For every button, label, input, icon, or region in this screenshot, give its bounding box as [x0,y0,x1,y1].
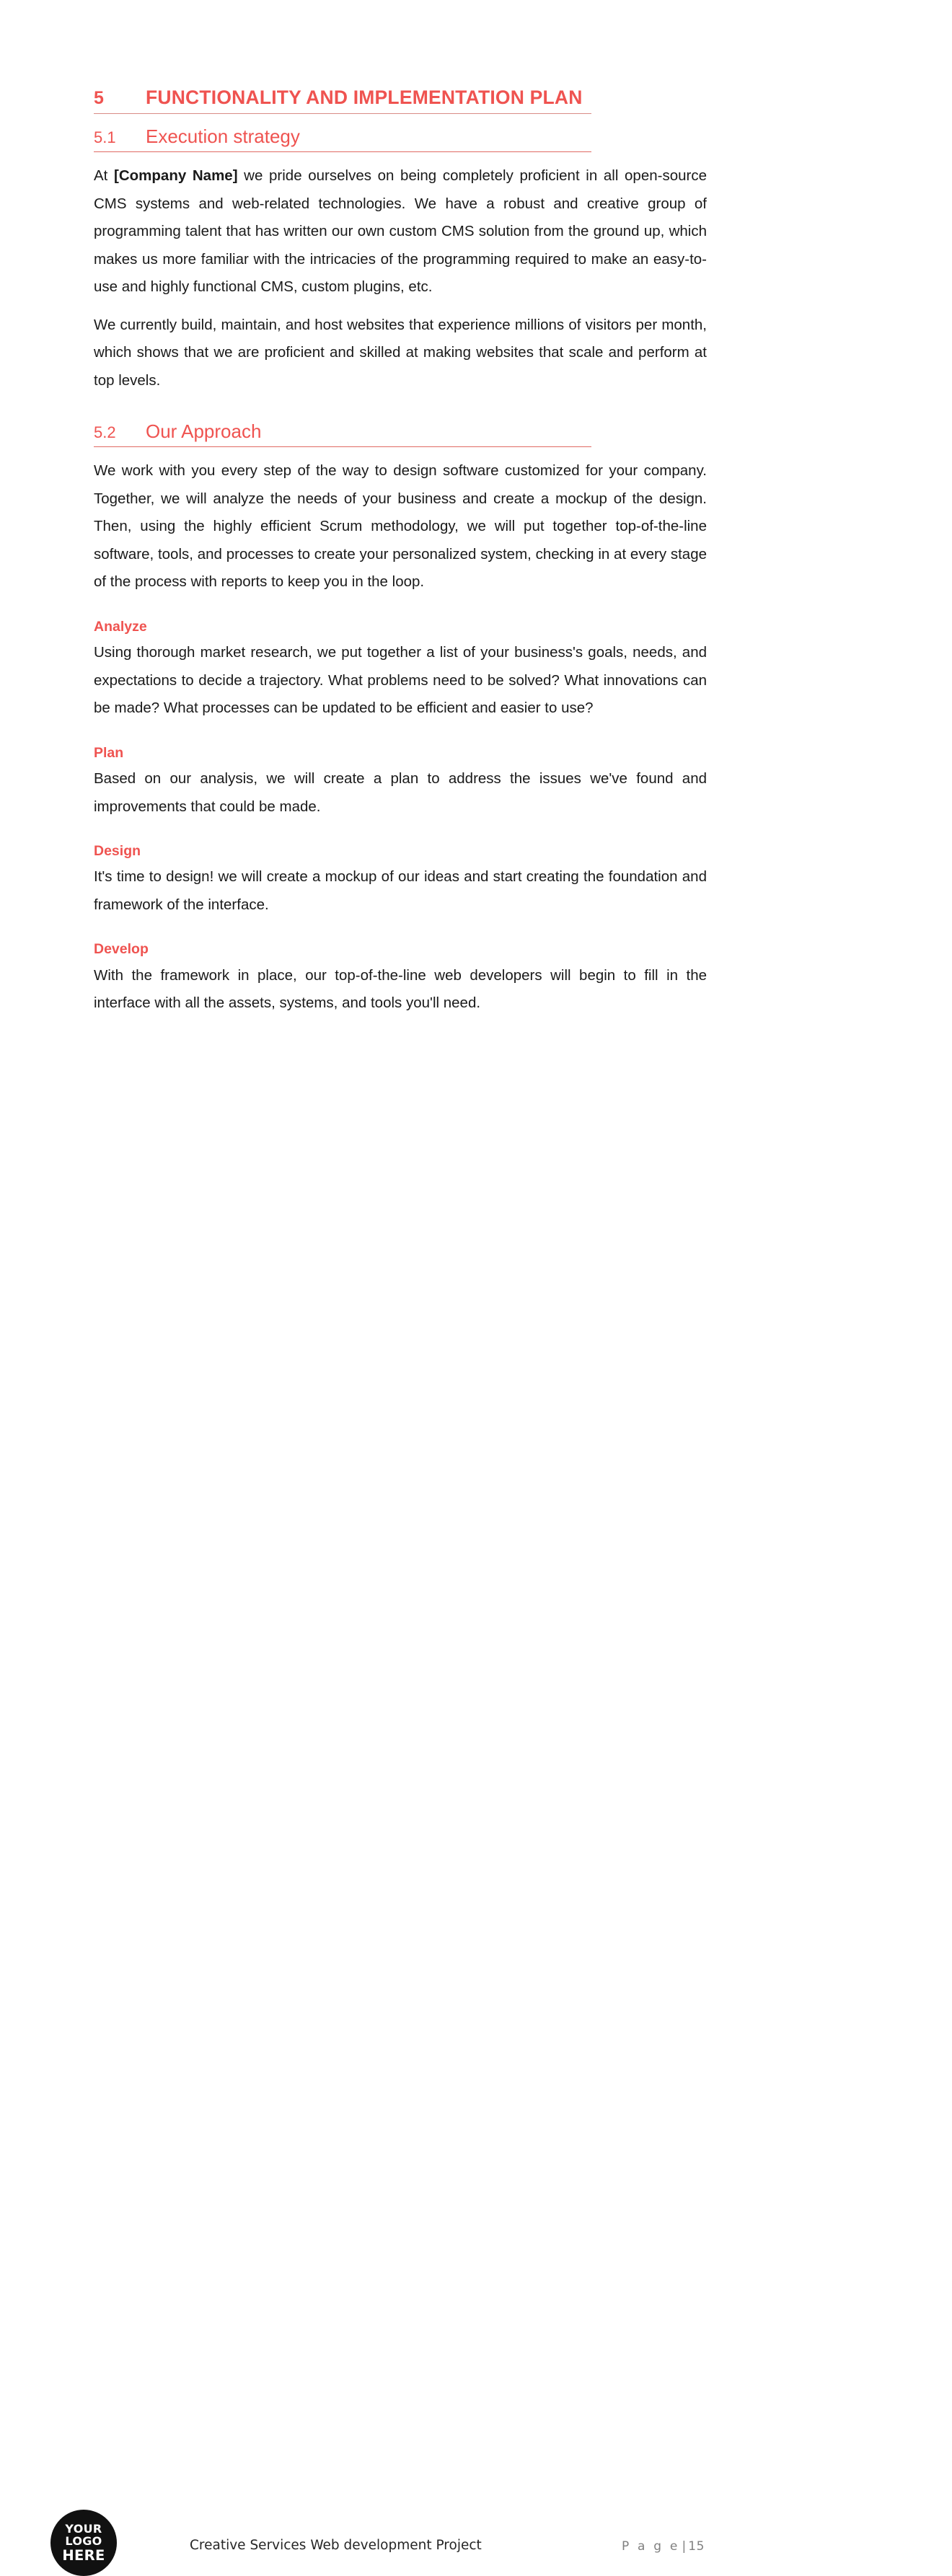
step-heading-design: Design [94,843,141,860]
step-body-design: It's time to design! we will create a mockup of our ideas and start creating the foundation and framework of the interface. [94,868,707,913]
subsection-number-5-1: 5.1 [94,128,116,146]
logo-line-3: HERE [62,2546,105,2564]
paragraph-rest: we pride ourselves on being completely proficient in all open-source CMS systems and web-related technologies. We have a robust and creative group of programming talent that has written our own custom CMS solution from the ground up, which makes us more familiar with the intricacies of the programming required to make an easy-to-use and highly functional CMS, custom plugins, etc. [94,167,707,296]
company-name-placeholder: [Company Name] [114,167,238,184]
section-number: 5 [94,88,105,108]
spacer [94,405,707,420]
subsection-heading-5-1 [94,125,591,152]
logo-line-1: YOUR [65,2522,102,2536]
page-number-value: 15 [688,2539,705,2554]
subsection-title-5-2: Our Approach [146,420,262,443]
step-body-analyze: Using thorough market research, we put together a list of your business's goals, needs, and expectations to decide a trajectory. What problems need to be solved? What innovations can be made? What processes can be updated to be efficient and easier to use? [94,644,707,717]
logo-line-2: LOGO [65,2534,102,2549]
page-label: P a g e [622,2539,680,2554]
page-separator: | [682,2539,687,2554]
step-heading-plan: Plan [94,744,124,761]
spacer [94,606,707,617]
footer-page-number [622,2539,705,2554]
subsection-heading-5-2 [94,420,591,447]
footer-document-title: Creative Services Web development Project [190,2538,482,2553]
step-heading-develop: Develop [94,941,149,958]
section-title: FUNCTIONALITY AND IMPLEMENTATION PLAN [146,87,583,108]
paragraph-lead: At [94,167,115,184]
page-content [94,87,707,1018]
step-heading-analyze: Analyze [94,618,147,635]
step-body-develop: With the framework in place, our top-of-the-line web developers will begin to fill in the interface with all the assets, systems, and tools you'll need. [94,966,707,1012]
paragraph-execution-2: We currently build, maintain, and host websites that experience millions of visitors per month, which shows that we are proficient and skilled at making websites that scale and perform at top levels. [94,316,707,389]
subsection-number-5-2: 5.2 [94,423,116,442]
spacer [94,831,707,841]
section-heading-5 [94,87,591,114]
paragraph-approach-intro: We work with you every step of the way to design software customized for your company. Together, we will analyze the needs of your business and create a mockup of the design. Then, using the highly efficient Scrum methodology, we will put together top-of-the-line software, tools, and processes to create your personalized system, checking in at every stage of the process with reports to keep you in the loop. [94,462,707,591]
logo-placeholder [50,2510,117,2576]
spacer [94,929,707,939]
step-body-plan: Based on our analysis, we will create a plan to address the issues we've found and improvements that could be made. [94,770,707,815]
subsection-title-5-1: Execution strategy [146,125,300,147]
page-footer [0,1251,952,2564]
paragraph-execution-1 [94,162,707,301]
spacer [94,733,707,743]
